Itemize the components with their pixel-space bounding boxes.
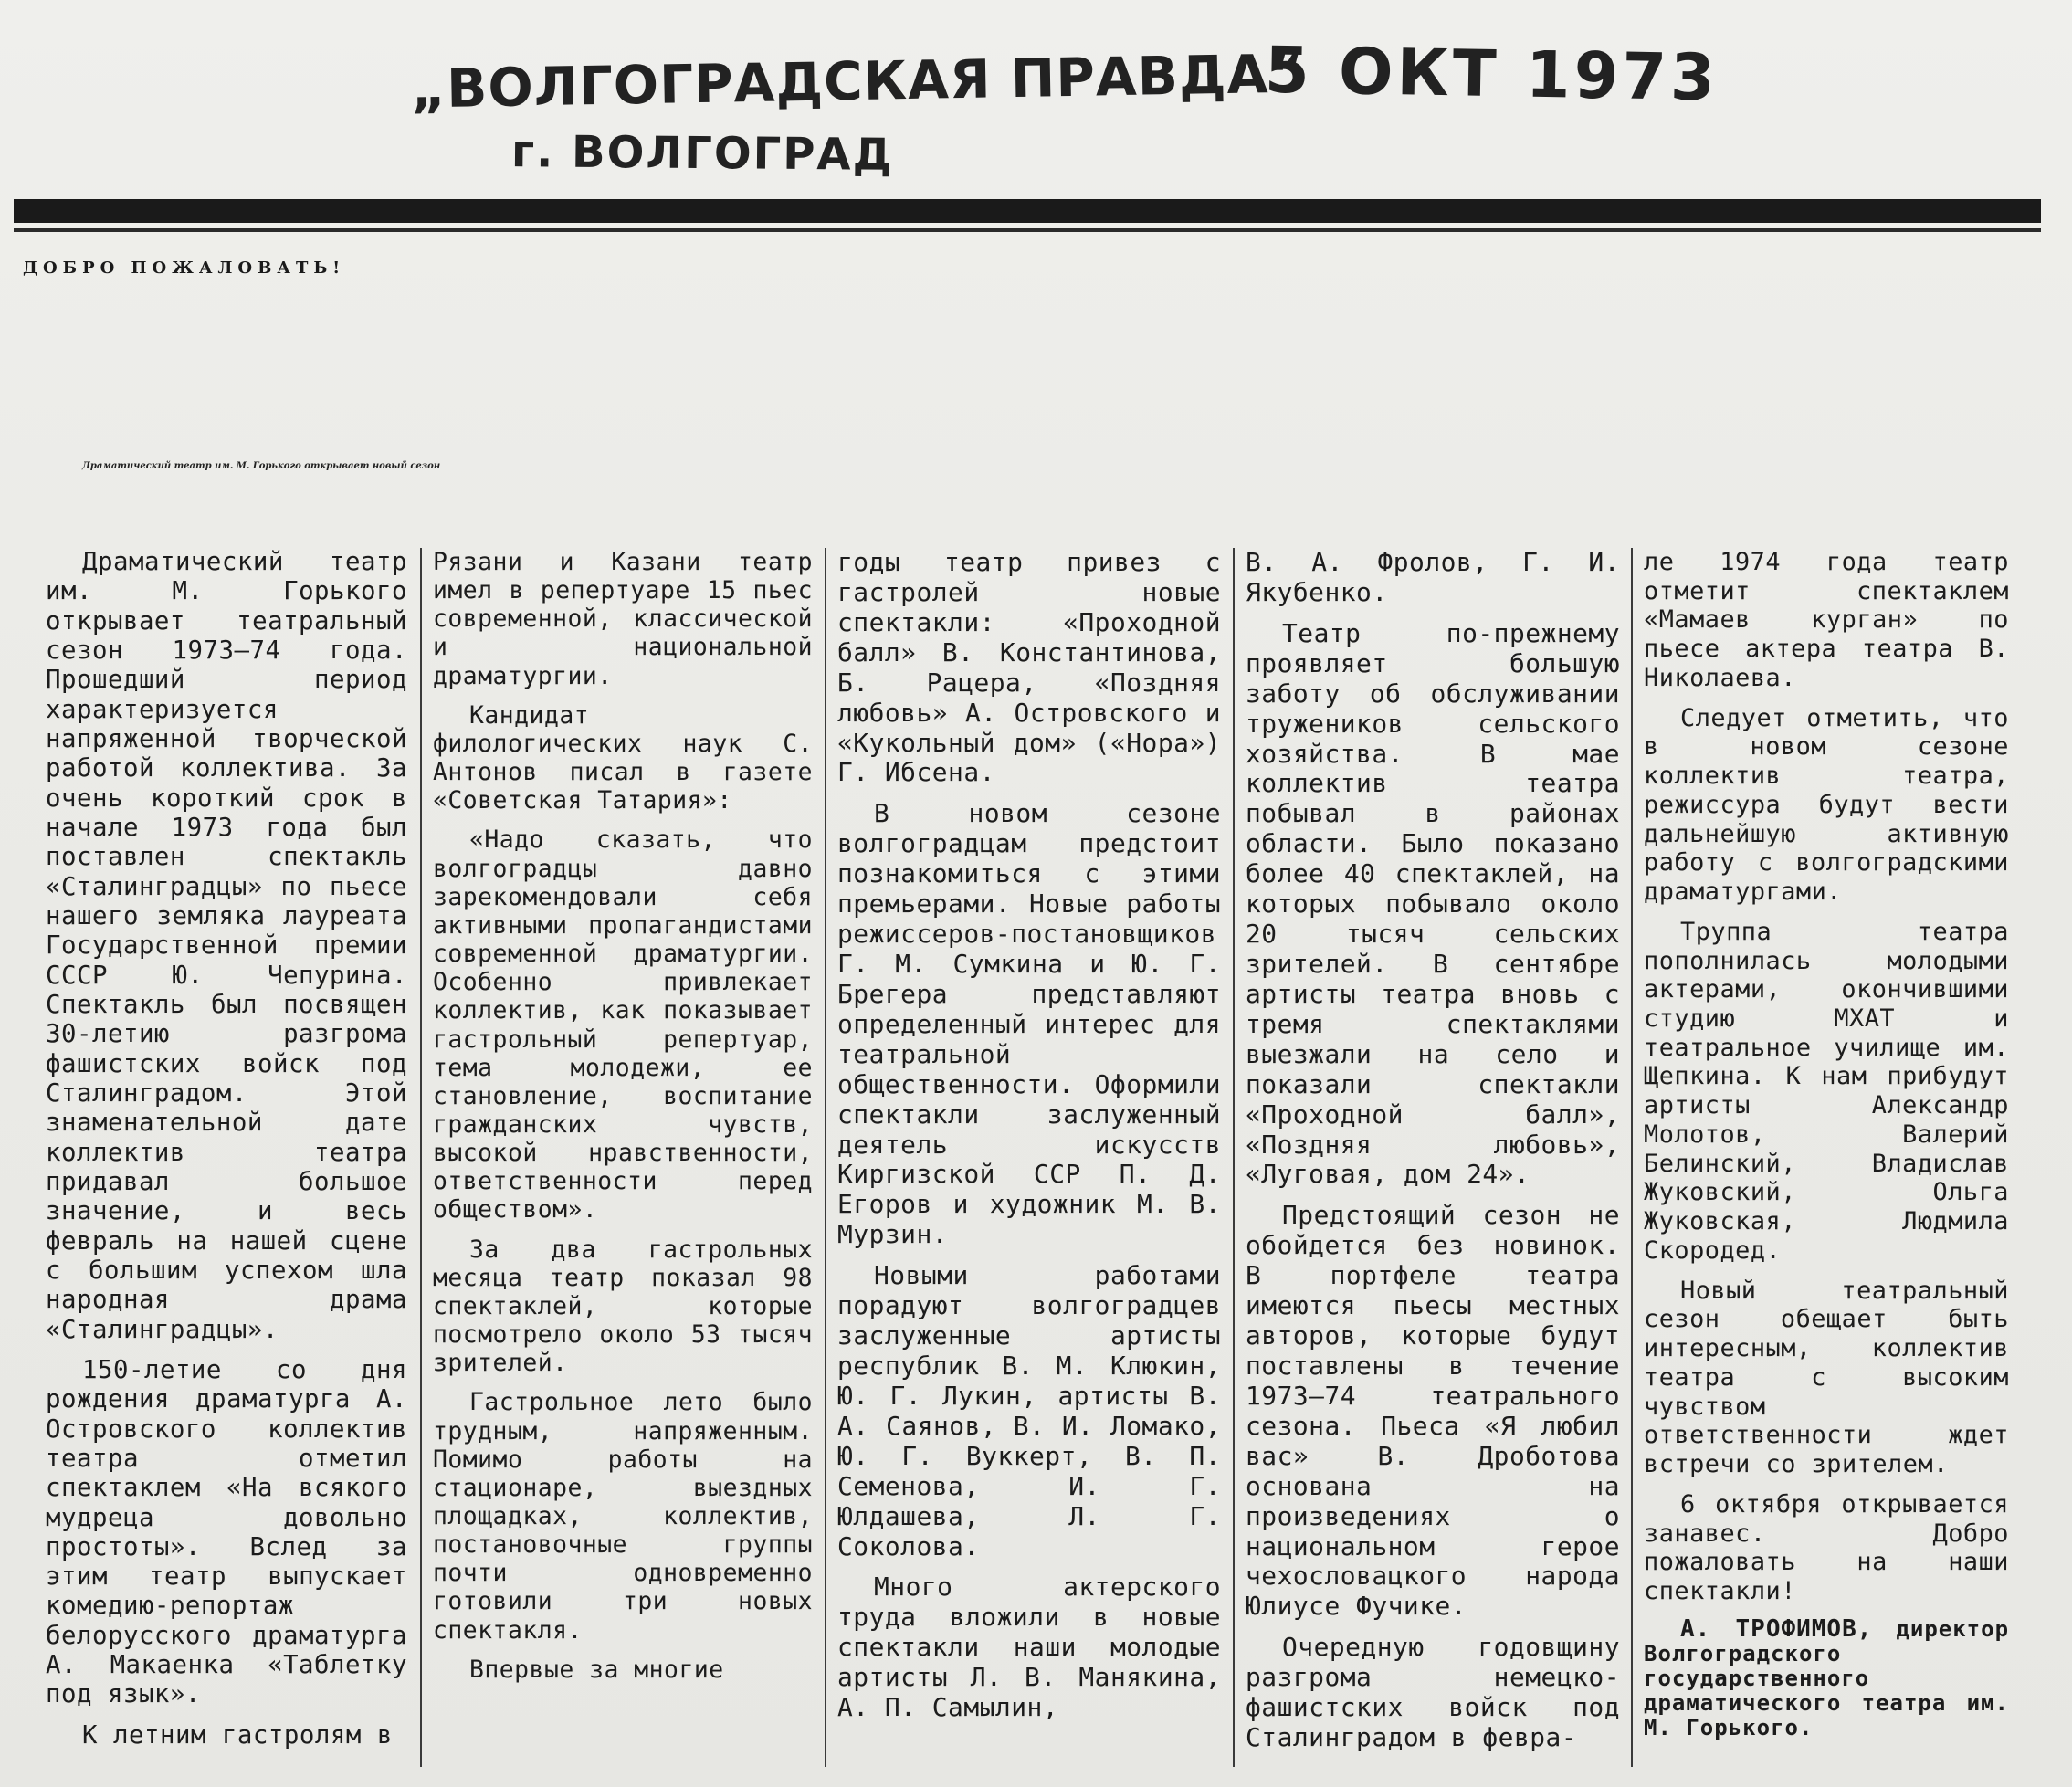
- author-title: директор Волгоградского государственного драматического театра им. М. Горького.: [1644, 1615, 2009, 1740]
- article-body: [46, 548, 2055, 1767]
- article-paragraph: Гастрольное лето было трудным, напряженным. Помимо работы на стационаре, выездных площадках, коллектив, постановочные группы почти одновременно готовили три новых спектакля.: [433, 1388, 813, 1645]
- date-stamp: 5 ОКТ 1973: [1264, 32, 1720, 116]
- text-column-1: [46, 548, 407, 1767]
- article-paragraph: За два гастрольных месяца театр показал 98 спектаклей, которые посмотрело около 53 тысяч зрителей.: [433, 1235, 813, 1378]
- text-column-2: [433, 548, 813, 1767]
- article-paragraph: Новый театральный сезон обещает быть интересным, коллектив театра с высоким чувством ответственности ждет встречи со зрителем.: [1644, 1276, 2009, 1479]
- column-divider: [825, 548, 826, 1767]
- article-paragraph: годы театр привез с гастролей новые спектакли: «Проходной балл» В. Константинова, Б. Рацера, «Поздняя любовь» А. Островского и «Кукольный дом» («Нора») Г. Ибсена.: [837, 548, 1221, 788]
- article-paragraph: Рязани и Казани театр имел в репертуаре 15 пьес современной, классической и национальной драматургии.: [433, 548, 813, 690]
- article-paragraph: В новом сезоне волгоградцам предстоит познакомиться с этими премьерами. Новые работы режиссеров-постановщиков Г. М. Сумкина и Ю. Г. Брегера представляют определенный интерес для театральной общественности. Оформили спектакли заслуженный деятель искусств Киргизской ССР П. Д. Егоров и художник М. В. Мурзин.: [837, 798, 1221, 1250]
- article-paragraph: К летним гастролям в: [82, 1720, 393, 1750]
- article-paragraph: 150-летие со дня рождения драматурга А. Островского коллектив театра отметил спектаклем «На всякого мудреца довольно простоты». Вслед за этим театр выпускает комедию-репортаж белорусского драматурга А. Макаенка «Таблетку под язык».: [46, 1355, 407, 1709]
- article-paragraph: Много актерского труда вложили в новые спектакли наши молодые артисты Л. В. Манякина, А. П. Самылин,: [837, 1572, 1221, 1723]
- column-divider: [1631, 548, 1633, 1767]
- column-divider: [420, 548, 422, 1767]
- article-paragraph: Кандидат филологических наук С. Антонов писал в газете «Советская Татария»:: [433, 700, 813, 815]
- article-paragraph: Очередную годовщину разгрома немецко-фашистских войск под Сталинградом в февра-: [1246, 1632, 1620, 1753]
- header-rule: [14, 199, 2041, 223]
- article-paragraph: Предстоящий сезон не обойдется без новинок. В портфеле театра имеются пьесы местных авторов, которые будут поставлены в течение 1973—74 театрального сезона. Пьеса «Я любил вас» В. Дроботова основана на произведениях о национальном герое чехословацкого народа Юлиусе Фучике.: [1246, 1200, 1620, 1622]
- article-paragraph: «Надо сказать, что волгоградцы давно зарекомендовали себя активными пропагандистами современной драматургии. Особенно привлекает коллектив, как показывает гастрольный репертуар, тема молодежи, ее становление, воспитание гражданских чувств, высокой нравственности, ответственности перед обществом».: [433, 825, 813, 1225]
- article-subtitle: Драматический театр им. М. Горького открывает новый сезон: [82, 461, 441, 471]
- author-name: А. ТРОФИМОВ,: [1680, 1614, 1873, 1643]
- newspaper-name-stamp: „ВОЛГОГРАДСКАЯ ПРАВДА“: [410, 42, 1306, 121]
- article-paragraph: Следует отметить, что в новом сезоне коллектив театра, режиссура будут вести дальнейшую активную работу с волгоградскими драматургами.: [1644, 703, 2009, 907]
- article-paragraph: ле 1974 года театр отметит спектаклем «Мамаев курган» по пьесе актера театра В. Николаева.: [1644, 548, 2009, 692]
- article-paragraph: Театр по-прежнему проявляет большую заботу об обслуживании тружеников сельского хозяйства. В мае коллектив театра побывал в районах области. Было показано более 40 спектаклей, на которых побывало около 20 тысяч сельских зрителей. В сентябре артисты театра вновь с тремя спектаклями выезжали на село и показали спектакли «Проходной балл», «Поздняя любовь», «Луговая, дом 24».: [1246, 617, 1620, 1190]
- article-paragraph: Драматический театр им. М. Горького открывает театральный сезон 1973—74 года. Прошедший период характеризуется напряженной творческой работой коллектива. За очень короткий срок в начале 1973 года был поставлен спектакль «Сталинградцы» по пьесе нашего земляка лауреата Государственной премии СССР Ю. Чепурина. Спектакль был посвящен 30-летию разгрома фашистских войск под Сталинградом. Этой знаменательной дате коллектив театра придавал большое значение, и весь февраль на нашей сцене с большим успехом шла народная драма «Сталинградцы».: [46, 548, 407, 1344]
- article-paragraph: 6 октября открывается занавес. Добро пожаловать на наши спектакли!: [1644, 1489, 2009, 1605]
- city-stamp: г. ВОЛГОГРАД: [510, 126, 894, 181]
- text-column-5: [1644, 548, 2009, 1767]
- text-column-4: [1246, 548, 1620, 1767]
- article-paragraph: Новыми работами порадуют волгоградцев заслуженные артисты республик В. М. Клюкин, Ю. Г. Лукин, артисты В. А. Саянов, В. И. Ломако, Ю. Г. Вуккерт, В. П. Семенова, И. Г. Юлдашева, Л. Г. Соколова.: [837, 1260, 1221, 1561]
- text-column-3: [837, 548, 1221, 1767]
- article-paragraph: Впервые за многие: [469, 1655, 724, 1684]
- article-paragraph: Труппа театра пополнилась молодыми актерами, окончившими студию МХАТ и театральное училище им. Щепкина. К нам прибудут артисты Александр Молотов, Валерий Белинский, Владислав Жуковский, Ольга Жуковская, Людмила Скородед.: [1644, 917, 2009, 1265]
- column-divider: [1233, 548, 1235, 1767]
- author-signature: [1644, 1614, 2009, 1740]
- header-rule-thin: [14, 228, 2041, 232]
- article-paragraph: В. А. Фролов, Г. И. Якубенко.: [1246, 548, 1620, 607]
- article-headline: ДОБРО ПОЖАЛОВАТЬ!: [23, 258, 346, 278]
